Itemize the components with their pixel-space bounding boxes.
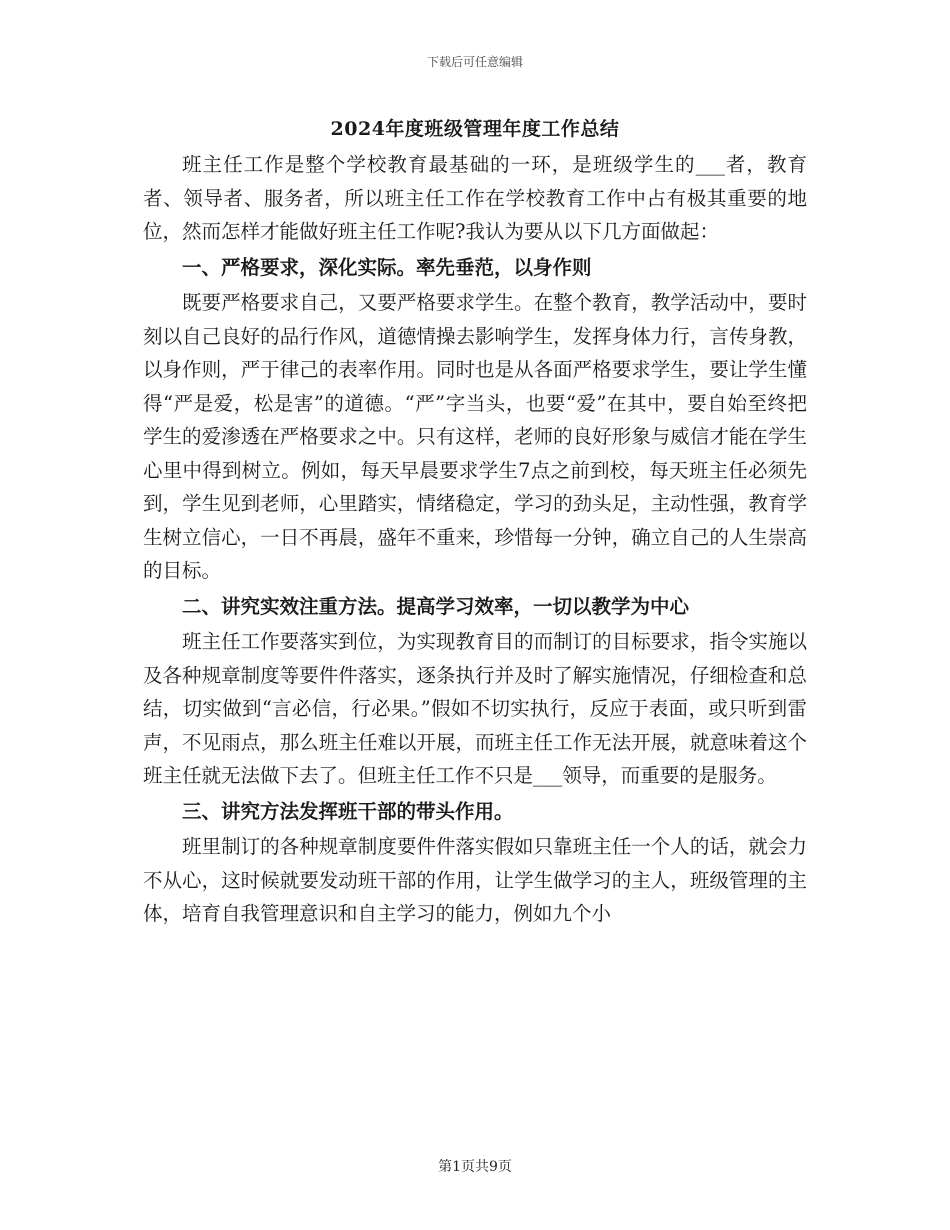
section-1-paragraph: 既要严格要求自己，又要严格要求学生。在整个教育，教学活动中，要时刻以自己良好的品行作风，道德情操去影响学生，发挥身体力行，言传身教，以身作则，严于律己的表率作用。同时也是从各面严格要求学生，要让学生懂得“严是爱，松是害”的道德。“严”字当头，也要“爱”在其中，要自始至终把学生的爱渗透在严格要求之中。只有这样，老师的良好形象与威信才能在学生心里中得到树立。例如，每天早晨要求学生7点之前到校，每天班主任必须先到，学生见到老师，心里踏实，情绪稳定，学习的劲头足，主动性强，教育学生树立信心，一日不再晨，盛年不重来，珍惜每一分钟，确立自己的人生崇高的目标。 [143, 291, 807, 582]
header-note: 下载后可任意编辑 [426, 55, 523, 69]
section-2-paragraph: 班主任工作要落实到位，为实现教育目的而制订的目标要求，指令实施以及各种规章制度等要件件落实，逐条执行并及时了解实施情况，仔细检查和总结，切实做到“言必信，行必果。”假如不切实执行，反应于表面，或只听到雷声，不见雨点，那么班主任难以开展，而班主任工作无法开展，就意味着这个班主任就无法做下去了。但班主任工作不只是___领导，而重要的是服务。 [143, 630, 807, 787]
document-title: 2024年度班级管理年度工作总结 [330, 118, 620, 140]
section-3-paragraph: 班里制订的各种规章制度要件件落实假如只靠班主任一个人的话，就会力不从心，这时候就要发动班干部的作用，让学生做学习的主人，班级管理的主体，培育自我管理意识和自主学习的能力，例如九个小 [143, 835, 807, 925]
intro-paragraph: 班主任工作是整个学校教育最基础的一环，是班级学生的___者，教育者、领导者、服务者，所以班主任工作在学校教育工作中占有极其重要的地位，然而怎样才能做好班主任工作呢?我认为要从以下几方面做起： [143, 153, 807, 243]
document-body [143, 148, 807, 931]
section-heading-2: 二、讲究实效注重方法。提高学习效率，一切以教学为中心 [182, 594, 690, 618]
page-indicator: 第1页共9页 [438, 1159, 512, 1175]
section-heading-3: 三、讲究方法发挥班干部的带头作用。 [182, 799, 514, 823]
section-heading-1: 一、严格要求，深化实际。率先垂范，以身作则 [182, 255, 592, 279]
